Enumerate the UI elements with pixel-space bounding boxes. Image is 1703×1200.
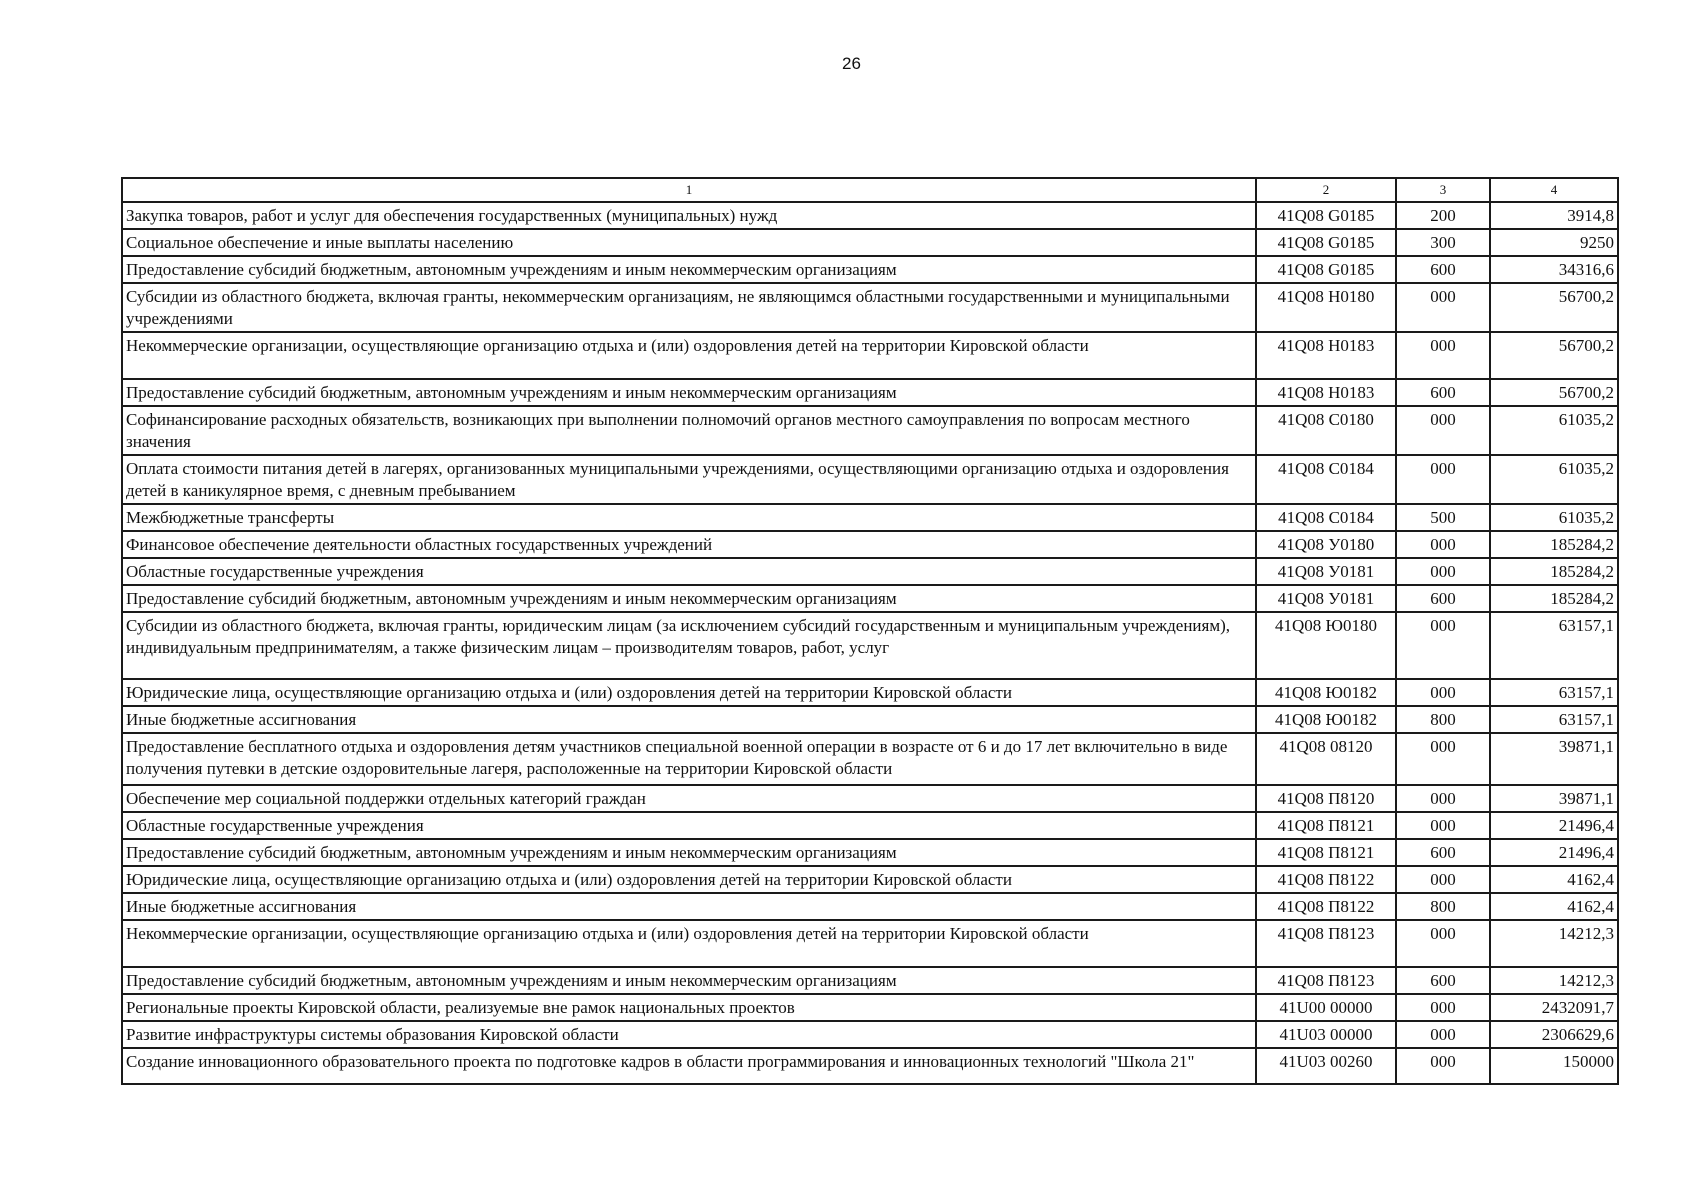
header-cell-2: 2 bbox=[1256, 178, 1396, 202]
row-kind-cell: 000 bbox=[1396, 920, 1490, 967]
row-name-cell: Социальное обеспечение и иные выплаты населению bbox=[122, 229, 1256, 256]
row-sum-cell: 3914,8 bbox=[1490, 202, 1618, 229]
table-row bbox=[122, 332, 1618, 379]
table-row bbox=[122, 994, 1618, 1021]
row-kind-cell: 000 bbox=[1396, 406, 1490, 455]
row-sum-cell: 63157,1 bbox=[1490, 706, 1618, 733]
row-sum-cell: 56700,2 bbox=[1490, 283, 1618, 332]
row-kind-cell: 000 bbox=[1396, 531, 1490, 558]
row-name-cell: Юридические лица, осуществляющие организацию отдыха и (или) оздоровления детей на территории Кировской области bbox=[122, 679, 1256, 706]
row-kind-cell: 200 bbox=[1396, 202, 1490, 229]
row-name-cell: Некоммерческие организации, осуществляющие организацию отдыха и (или) оздоровления детей на территории Кировской области bbox=[122, 920, 1256, 967]
row-code-cell: 41Q08 У0180 bbox=[1256, 531, 1396, 558]
row-name-cell: Предоставление бесплатного отдыха и оздоровления детям участников специальной военной операции в возрасте от 6 и до 17 лет включительно в виде получения путевки в детские оздоровительные лагеря, расположенные на территории Кировской области bbox=[122, 733, 1256, 785]
row-kind-cell: 600 bbox=[1396, 585, 1490, 612]
row-sum-cell: 4162,4 bbox=[1490, 893, 1618, 920]
table-row bbox=[122, 202, 1618, 229]
row-name-cell: Финансовое обеспечение деятельности областных государственных учреждений bbox=[122, 531, 1256, 558]
table-row bbox=[122, 839, 1618, 866]
row-sum-cell: 56700,2 bbox=[1490, 332, 1618, 379]
table-row bbox=[122, 504, 1618, 531]
row-kind-cell: 000 bbox=[1396, 332, 1490, 379]
row-kind-cell: 800 bbox=[1396, 706, 1490, 733]
row-name-cell: Создание инновационного образовательного проекта по подготовке кадров в области программирования и инновационных технологий "Школа 21" bbox=[122, 1048, 1256, 1084]
table-row bbox=[122, 785, 1618, 812]
row-name-cell: Обеспечение мер социальной поддержки отдельных категорий граждан bbox=[122, 785, 1256, 812]
row-code-cell: 41Q08 П8122 bbox=[1256, 893, 1396, 920]
row-kind-cell: 600 bbox=[1396, 256, 1490, 283]
row-sum-cell: 21496,4 bbox=[1490, 839, 1618, 866]
table-row bbox=[122, 920, 1618, 967]
table-row bbox=[122, 967, 1618, 994]
row-sum-cell: 34316,6 bbox=[1490, 256, 1618, 283]
row-kind-cell: 000 bbox=[1396, 994, 1490, 1021]
row-kind-cell: 000 bbox=[1396, 455, 1490, 504]
row-sum-cell: 39871,1 bbox=[1490, 785, 1618, 812]
row-kind-cell: 000 bbox=[1396, 679, 1490, 706]
row-code-cell: 41Q08 G0185 bbox=[1256, 229, 1396, 256]
table-row bbox=[122, 558, 1618, 585]
row-code-cell: 41Q08 П8123 bbox=[1256, 967, 1396, 994]
row-kind-cell: 600 bbox=[1396, 379, 1490, 406]
row-sum-cell: 14212,3 bbox=[1490, 967, 1618, 994]
row-sum-cell: 63157,1 bbox=[1490, 612, 1618, 679]
row-code-cell: 41Q08 П8122 bbox=[1256, 866, 1396, 893]
row-kind-cell: 000 bbox=[1396, 612, 1490, 679]
row-name-cell: Некоммерческие организации, осуществляющие организацию отдыха и (или) оздоровления детей на территории Кировской области bbox=[122, 332, 1256, 379]
page-number: 26 bbox=[842, 54, 861, 73]
table-row bbox=[122, 893, 1618, 920]
table-row bbox=[122, 455, 1618, 504]
row-name-cell: Субсидии из областного бюджета, включая гранты, некоммерческим организациям, не являющимся областными государственными и муниципальными учреждениями bbox=[122, 283, 1256, 332]
row-code-cell: 41Q08 H0180 bbox=[1256, 283, 1396, 332]
row-code-cell: 41Q08 08120 bbox=[1256, 733, 1396, 785]
row-name-cell: Развитие инфраструктуры системы образования Кировской области bbox=[122, 1021, 1256, 1048]
row-name-cell: Областные государственные учреждения bbox=[122, 558, 1256, 585]
row-code-cell: 41Q08 У0181 bbox=[1256, 558, 1396, 585]
row-name-cell: Оплата стоимости питания детей в лагерях, организованных муниципальными учреждениями, осуществляющими организацию отдыха и оздоровления детей в каникулярное время, с дневным пребыванием bbox=[122, 455, 1256, 504]
row-kind-cell: 000 bbox=[1396, 866, 1490, 893]
row-kind-cell: 600 bbox=[1396, 967, 1490, 994]
row-kind-cell: 000 bbox=[1396, 733, 1490, 785]
table-row bbox=[122, 706, 1618, 733]
row-kind-cell: 300 bbox=[1396, 229, 1490, 256]
row-code-cell: 41U03 00260 bbox=[1256, 1048, 1396, 1084]
row-code-cell: 41Q08 H0183 bbox=[1256, 379, 1396, 406]
table-row bbox=[122, 679, 1618, 706]
header-row bbox=[122, 178, 1618, 202]
header-cell-1: 1 bbox=[122, 178, 1256, 202]
row-sum-cell: 14212,3 bbox=[1490, 920, 1618, 967]
row-name-cell: Иные бюджетные ассигнования bbox=[122, 706, 1256, 733]
table-row bbox=[122, 256, 1618, 283]
row-kind-cell: 000 bbox=[1396, 1021, 1490, 1048]
row-sum-cell: 150000 bbox=[1490, 1048, 1618, 1084]
row-code-cell: 41Q08 C0184 bbox=[1256, 455, 1396, 504]
row-code-cell: 41Q08 Ю0182 bbox=[1256, 679, 1396, 706]
row-code-cell: 41Q08 C0180 bbox=[1256, 406, 1396, 455]
row-name-cell: Предоставление субсидий бюджетным, автономным учреждениям и иным некоммерческим организациям bbox=[122, 967, 1256, 994]
row-code-cell: 41U03 00000 bbox=[1256, 1021, 1396, 1048]
row-name-cell: Юридические лица, осуществляющие организацию отдыха и (или) оздоровления детей на территории Кировской области bbox=[122, 866, 1256, 893]
row-name-cell: Софинансирование расходных обязательств, возникающих при выполнении полномочий органов местного самоуправления по вопросам местного значения bbox=[122, 406, 1256, 455]
row-code-cell: 41Q08 Ю0180 bbox=[1256, 612, 1396, 679]
row-name-cell: Иные бюджетные ассигнования bbox=[122, 893, 1256, 920]
row-code-cell: 41Q08 П8120 bbox=[1256, 785, 1396, 812]
row-sum-cell: 39871,1 bbox=[1490, 733, 1618, 785]
row-code-cell: 41Q08 Ю0182 bbox=[1256, 706, 1396, 733]
row-kind-cell: 000 bbox=[1396, 812, 1490, 839]
row-code-cell: 41Q08 П8121 bbox=[1256, 812, 1396, 839]
row-kind-cell: 000 bbox=[1396, 558, 1490, 585]
row-code-cell: 41Q08 G0185 bbox=[1256, 202, 1396, 229]
table-row bbox=[122, 406, 1618, 455]
table-row bbox=[122, 379, 1618, 406]
row-name-cell: Предоставление субсидий бюджетным, автономным учреждениям и иным некоммерческим организациям bbox=[122, 839, 1256, 866]
row-code-cell: 41Q08 H0183 bbox=[1256, 332, 1396, 379]
row-kind-cell: 600 bbox=[1396, 839, 1490, 866]
row-kind-cell: 000 bbox=[1396, 1048, 1490, 1084]
row-code-cell: 41U00 00000 bbox=[1256, 994, 1396, 1021]
table-row bbox=[122, 612, 1618, 679]
row-kind-cell: 800 bbox=[1396, 893, 1490, 920]
table-row bbox=[122, 1021, 1618, 1048]
row-name-cell: Субсидии из областного бюджета, включая гранты, юридическим лицам (за исключением субсидий государственным и муниципальным учреждениям), индивидуальным предпринимателям, а также физическим лицам – производителям товаров, работ, услуг bbox=[122, 612, 1256, 679]
row-kind-cell: 000 bbox=[1396, 785, 1490, 812]
row-code-cell: 41Q08 C0184 bbox=[1256, 504, 1396, 531]
row-sum-cell: 9250 bbox=[1490, 229, 1618, 256]
table-row bbox=[122, 531, 1618, 558]
row-code-cell: 41Q08 У0181 bbox=[1256, 585, 1396, 612]
table-row bbox=[122, 866, 1618, 893]
table-row bbox=[122, 733, 1618, 785]
row-sum-cell: 63157,1 bbox=[1490, 679, 1618, 706]
row-sum-cell: 4162,4 bbox=[1490, 866, 1618, 893]
table-row bbox=[122, 229, 1618, 256]
row-name-cell: Закупка товаров, работ и услуг для обеспечения государственных (муниципальных) нужд bbox=[122, 202, 1256, 229]
row-sum-cell: 2306629,6 bbox=[1490, 1021, 1618, 1048]
row-sum-cell: 21496,4 bbox=[1490, 812, 1618, 839]
row-kind-cell: 000 bbox=[1396, 283, 1490, 332]
row-sum-cell: 185284,2 bbox=[1490, 531, 1618, 558]
row-sum-cell: 61035,2 bbox=[1490, 406, 1618, 455]
header-cell-3: 3 bbox=[1396, 178, 1490, 202]
row-name-cell: Региональные проекты Кировской области, реализуемые вне рамок национальных проектов bbox=[122, 994, 1256, 1021]
table-row bbox=[122, 585, 1618, 612]
row-code-cell: 41Q08 П8121 bbox=[1256, 839, 1396, 866]
header-cell-4: 4 bbox=[1490, 178, 1618, 202]
row-sum-cell: 185284,2 bbox=[1490, 558, 1618, 585]
budget-table bbox=[121, 177, 1619, 1085]
table-body bbox=[122, 202, 1618, 1084]
table-row bbox=[122, 812, 1618, 839]
row-sum-cell: 2432091,7 bbox=[1490, 994, 1618, 1021]
table-row bbox=[122, 283, 1618, 332]
row-name-cell: Предоставление субсидий бюджетным, автономным учреждениям и иным некоммерческим организациям bbox=[122, 585, 1256, 612]
row-sum-cell: 56700,2 bbox=[1490, 379, 1618, 406]
row-sum-cell: 61035,2 bbox=[1490, 504, 1618, 531]
row-name-cell: Предоставление субсидий бюджетным, автономным учреждениям и иным некоммерческим организациям bbox=[122, 379, 1256, 406]
row-code-cell: 41Q08 G0185 bbox=[1256, 256, 1396, 283]
row-sum-cell: 61035,2 bbox=[1490, 455, 1618, 504]
row-sum-cell: 185284,2 bbox=[1490, 585, 1618, 612]
row-code-cell: 41Q08 П8123 bbox=[1256, 920, 1396, 967]
table-row bbox=[122, 1048, 1618, 1084]
row-name-cell: Областные государственные учреждения bbox=[122, 812, 1256, 839]
row-name-cell: Предоставление субсидий бюджетным, автономным учреждениям и иным некоммерческим организациям bbox=[122, 256, 1256, 283]
row-name-cell: Межбюджетные трансферты bbox=[122, 504, 1256, 531]
row-kind-cell: 500 bbox=[1396, 504, 1490, 531]
